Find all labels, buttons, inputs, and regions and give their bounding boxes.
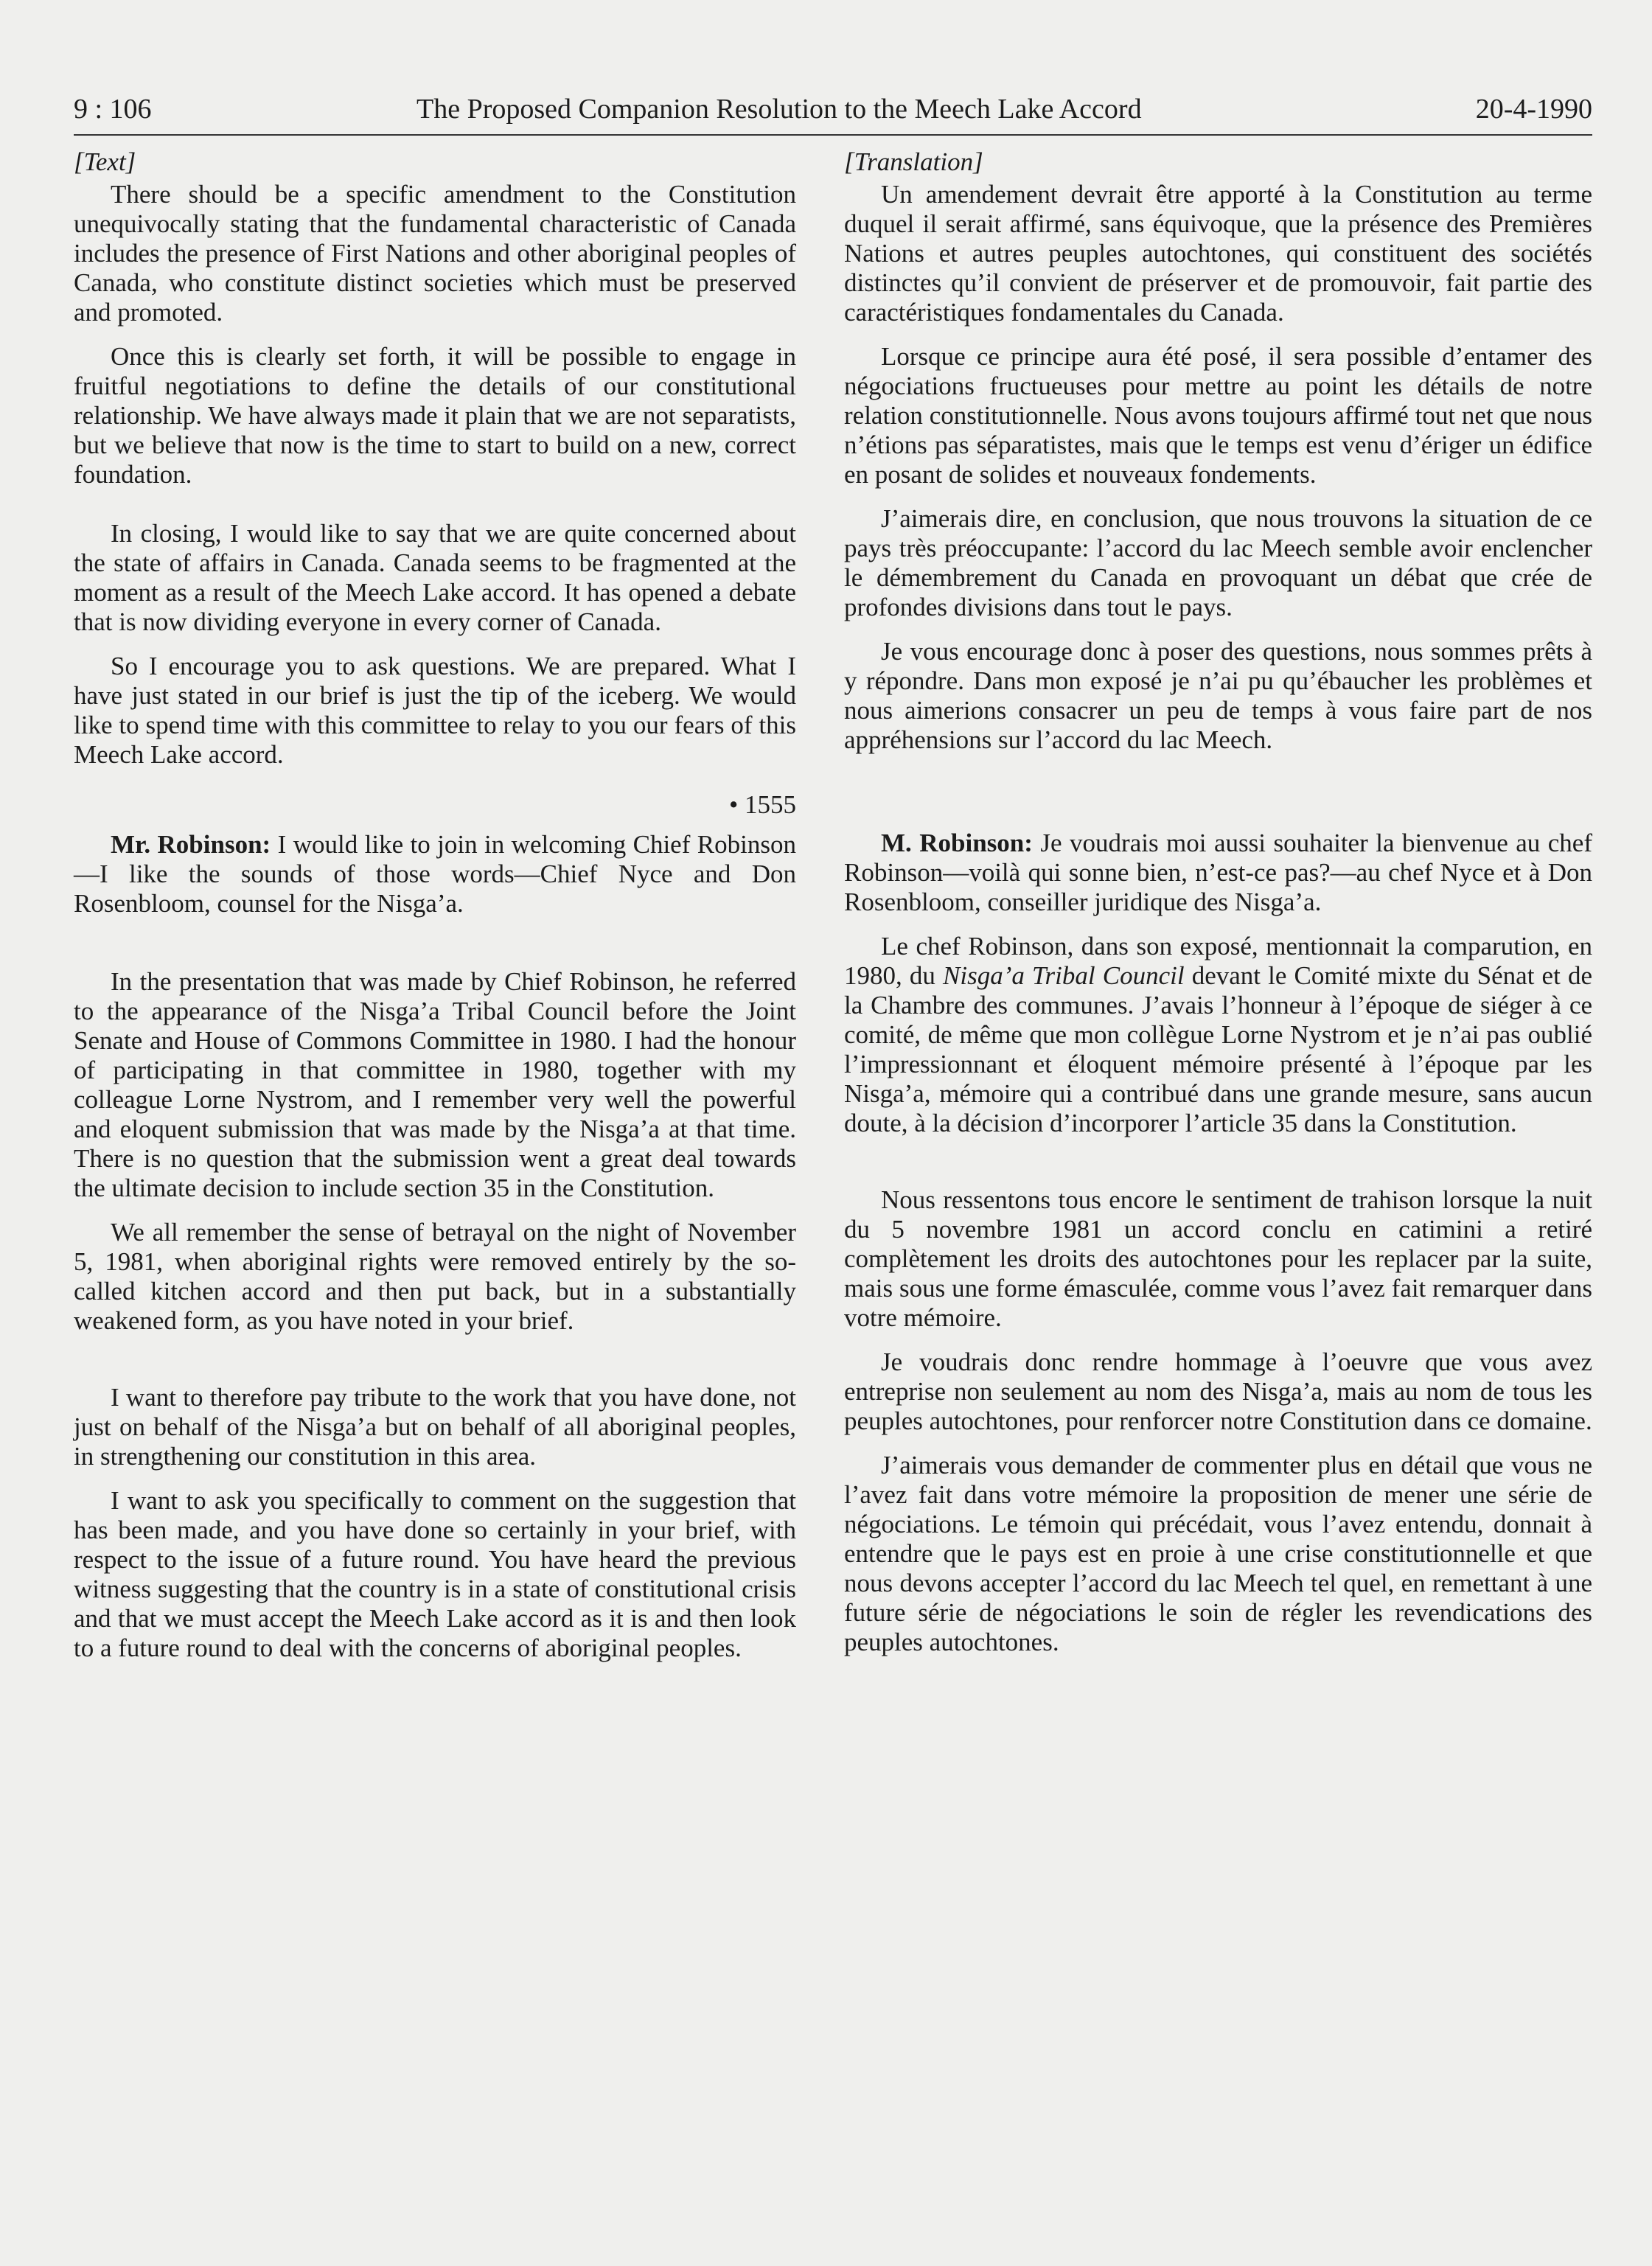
translation-label: [Translation] bbox=[844, 147, 983, 176]
timestamp: • 1555 bbox=[728, 790, 796, 819]
paragraph: So I encourage you to ask questions. We are prepared. What I have just stated in our brief is just the tip of the iceberg. We would like to spend time with this committee to relay to you our fears of this Meech Lake accord. bbox=[74, 652, 796, 769]
paragraph-text: Le chef Robinson, dans son exposé, mentionnait la comparution, en 1980, du bbox=[844, 932, 1592, 990]
english-column bbox=[74, 147, 796, 1663]
paragraph: Lorsque ce principe aura été posé, il sera possible d’entamer des négociations fructueuses pour mettre au point les détails de notre relation constitutionnelle. Nous avons toujours affirmé tout net que nous n’étions pas séparatistes, mais que le temps est venu d’ériger un édifice en posant de solides et nouveaux fondements. bbox=[844, 342, 1592, 489]
paragraph: I want to ask you specifically to comment on the suggestion that has been made, and you have done so certainly in your brief, with respect to the issue of a future round. You have heard the previous witness suggesting that the country is in a state of constitutional crisis and that we must accept the Meech Lake accord as it is and then look to a future round to deal with the concerns of aboriginal peoples. bbox=[74, 1486, 796, 1662]
paragraph: Je vous encourage donc à poser des questions, nous sommes prêts à y répondre. Dans mon exposé je n’ai pu qu’ébaucher les problèmes et nous aimerions consacrer un peu de temps à vous faire part de nos appréhensions sur l’accord du lac Meech. bbox=[844, 637, 1592, 754]
page-date: 20-4-1990 bbox=[1475, 94, 1592, 125]
speaker-text: I would like to join in welcoming Chief Robinson—I like the sounds of those words—Chief Nyce and Don Rosenbloom, counsel for the Nisga’a. bbox=[74, 830, 796, 918]
speaker-name: Mr. Robinson: bbox=[111, 830, 271, 859]
page-header bbox=[74, 90, 1592, 136]
paragraph: There should be a specific amendment to the Constitution unequivocally stating that the fundamental characteristic of Canada includes the presence of First Nations and other aboriginal peoples of Canada, who constitute distinct societies which must be preserved and promoted. bbox=[74, 180, 796, 327]
paragraph-text: devant le Comité mixte du Sénat et de la Chambre des communes. J’avais l’honneur à l’époque de siéger à ce comité, de même que mon collègue Lorne Nystrom et je n’ai pas oublié l’impressionnant et éloquent mémoire présenté à l’époque par les Nisga’a, mémoire qui a contribué dans une grande mesure, sans aucun doute, à la décision d’incorporer l’article 35 dans la Constitution. bbox=[844, 961, 1592, 1137]
french-column bbox=[844, 147, 1592, 1657]
paragraph: J’aimerais vous demander de commenter plus en détail que vous ne l’avez fait dans votre mémoire la proposition de mener une série de négociations. Le témoin qui précédait, vous l’avez entendu, donnait à entendre que le pays est en proie à une crise constitutionnelle et que nous devons accepter l’accord du lac Meech tel quel, en remettant à une future série de négociations le soin de régler les revendications des peuples autochtones. bbox=[844, 1451, 1592, 1656]
paragraph: Once this is clearly set forth, it will be possible to engage in fruitful negotiations to define the details of our constitutional relationship. We have always made it plain that we are not separatists, but we believe that now is the time to start to build on a new, correct foundation. bbox=[74, 342, 796, 489]
paragraph: In closing, I would like to say that we are quite concerned about the state of affairs in Canada. Canada seems to be fragmented at the moment as a result of the Meech Lake accord. It has opened a debate that is now dividing everyone in every corner of Canada. bbox=[74, 519, 796, 636]
paragraph: We all remember the sense of betrayal on the night of November 5, 1981, when aboriginal rights were removed entirely by the so-called kitchen accord and then put back, but in a substantially weakened form, as you have noted in your brief. bbox=[74, 1218, 796, 1335]
running-title: The Proposed Companion Resolution to the Meech Lake Accord bbox=[417, 94, 1142, 125]
text-label: [Text] bbox=[74, 147, 136, 176]
speaker-name: M. Robinson: bbox=[881, 829, 1033, 857]
paragraph: Un amendement devrait être apporté à la Constitution au terme duquel il serait affirmé, sans équivoque, que la présence des Premières Nations et autres peuples autochtones, qui constituent des sociétés distinctes qu’il convient de préserver et de promouvoir, fait partie des caractéristiques fondamentales du Canada. bbox=[844, 180, 1592, 327]
speaker-paragraph bbox=[74, 830, 796, 918]
paragraph bbox=[844, 932, 1592, 1138]
paragraph: J’aimerais dire, en conclusion, que nous trouvons la situation de ce pays très préoccupante: l’accord du lac Meech semble avoir enclencher le démembrement du Canada en provoquant un débat que crée de profondes divisions dans tout le pays. bbox=[844, 504, 1592, 621]
italic-council-name: Nisga’a Tribal Council bbox=[943, 961, 1185, 990]
page-number: 9 : 106 bbox=[74, 94, 152, 125]
paragraph: I want to therefore pay tribute to the work that you have done, not just on behalf of the Nisga’a but on behalf of all aboriginal peoples, in strengthening our constitution in this area. bbox=[74, 1383, 796, 1471]
paragraph: In the presentation that was made by Chief Robinson, he referred to the appearance of the Nisga’a Tribal Council before the Joint Senate and House of Commons Committee in 1980. I had the honour of participating in that committee in 1980, together with my colleague Lorne Nystrom, and I remember very well the powerful and eloquent submission that was made by the Nisga’a at that time. There is no question that the submission went a great deal towards the ultimate decision to include section 35 in the Constitution. bbox=[74, 967, 796, 1202]
speaker-text: Je voudrais moi aussi souhaiter la bienvenue au chef Robinson—voilà qui sonne bien, n’est-ce pas?—au chef Nyce et à Don Rosenbloom, conseiller juridique des Nisga’a. bbox=[844, 829, 1592, 916]
speaker-paragraph bbox=[844, 829, 1592, 917]
paragraph: Je voudrais donc rendre hommage à l’oeuvre que vous avez entreprise non seulement au nom des Nisga’a, mais au nom de tous les peuples autochtones, pour renforcer notre Constitution dans ce domaine. bbox=[844, 1348, 1592, 1435]
paragraph: Nous ressentons tous encore le sentiment de trahison lorsque la nuit du 5 novembre 1981 un accord conclu en catimini a retiré complètement les droits des autochtones pour les replacer par la suite, mais sous une forme émasculée, comme vous l’avez fait remarquer dans votre mémoire. bbox=[844, 1185, 1592, 1332]
